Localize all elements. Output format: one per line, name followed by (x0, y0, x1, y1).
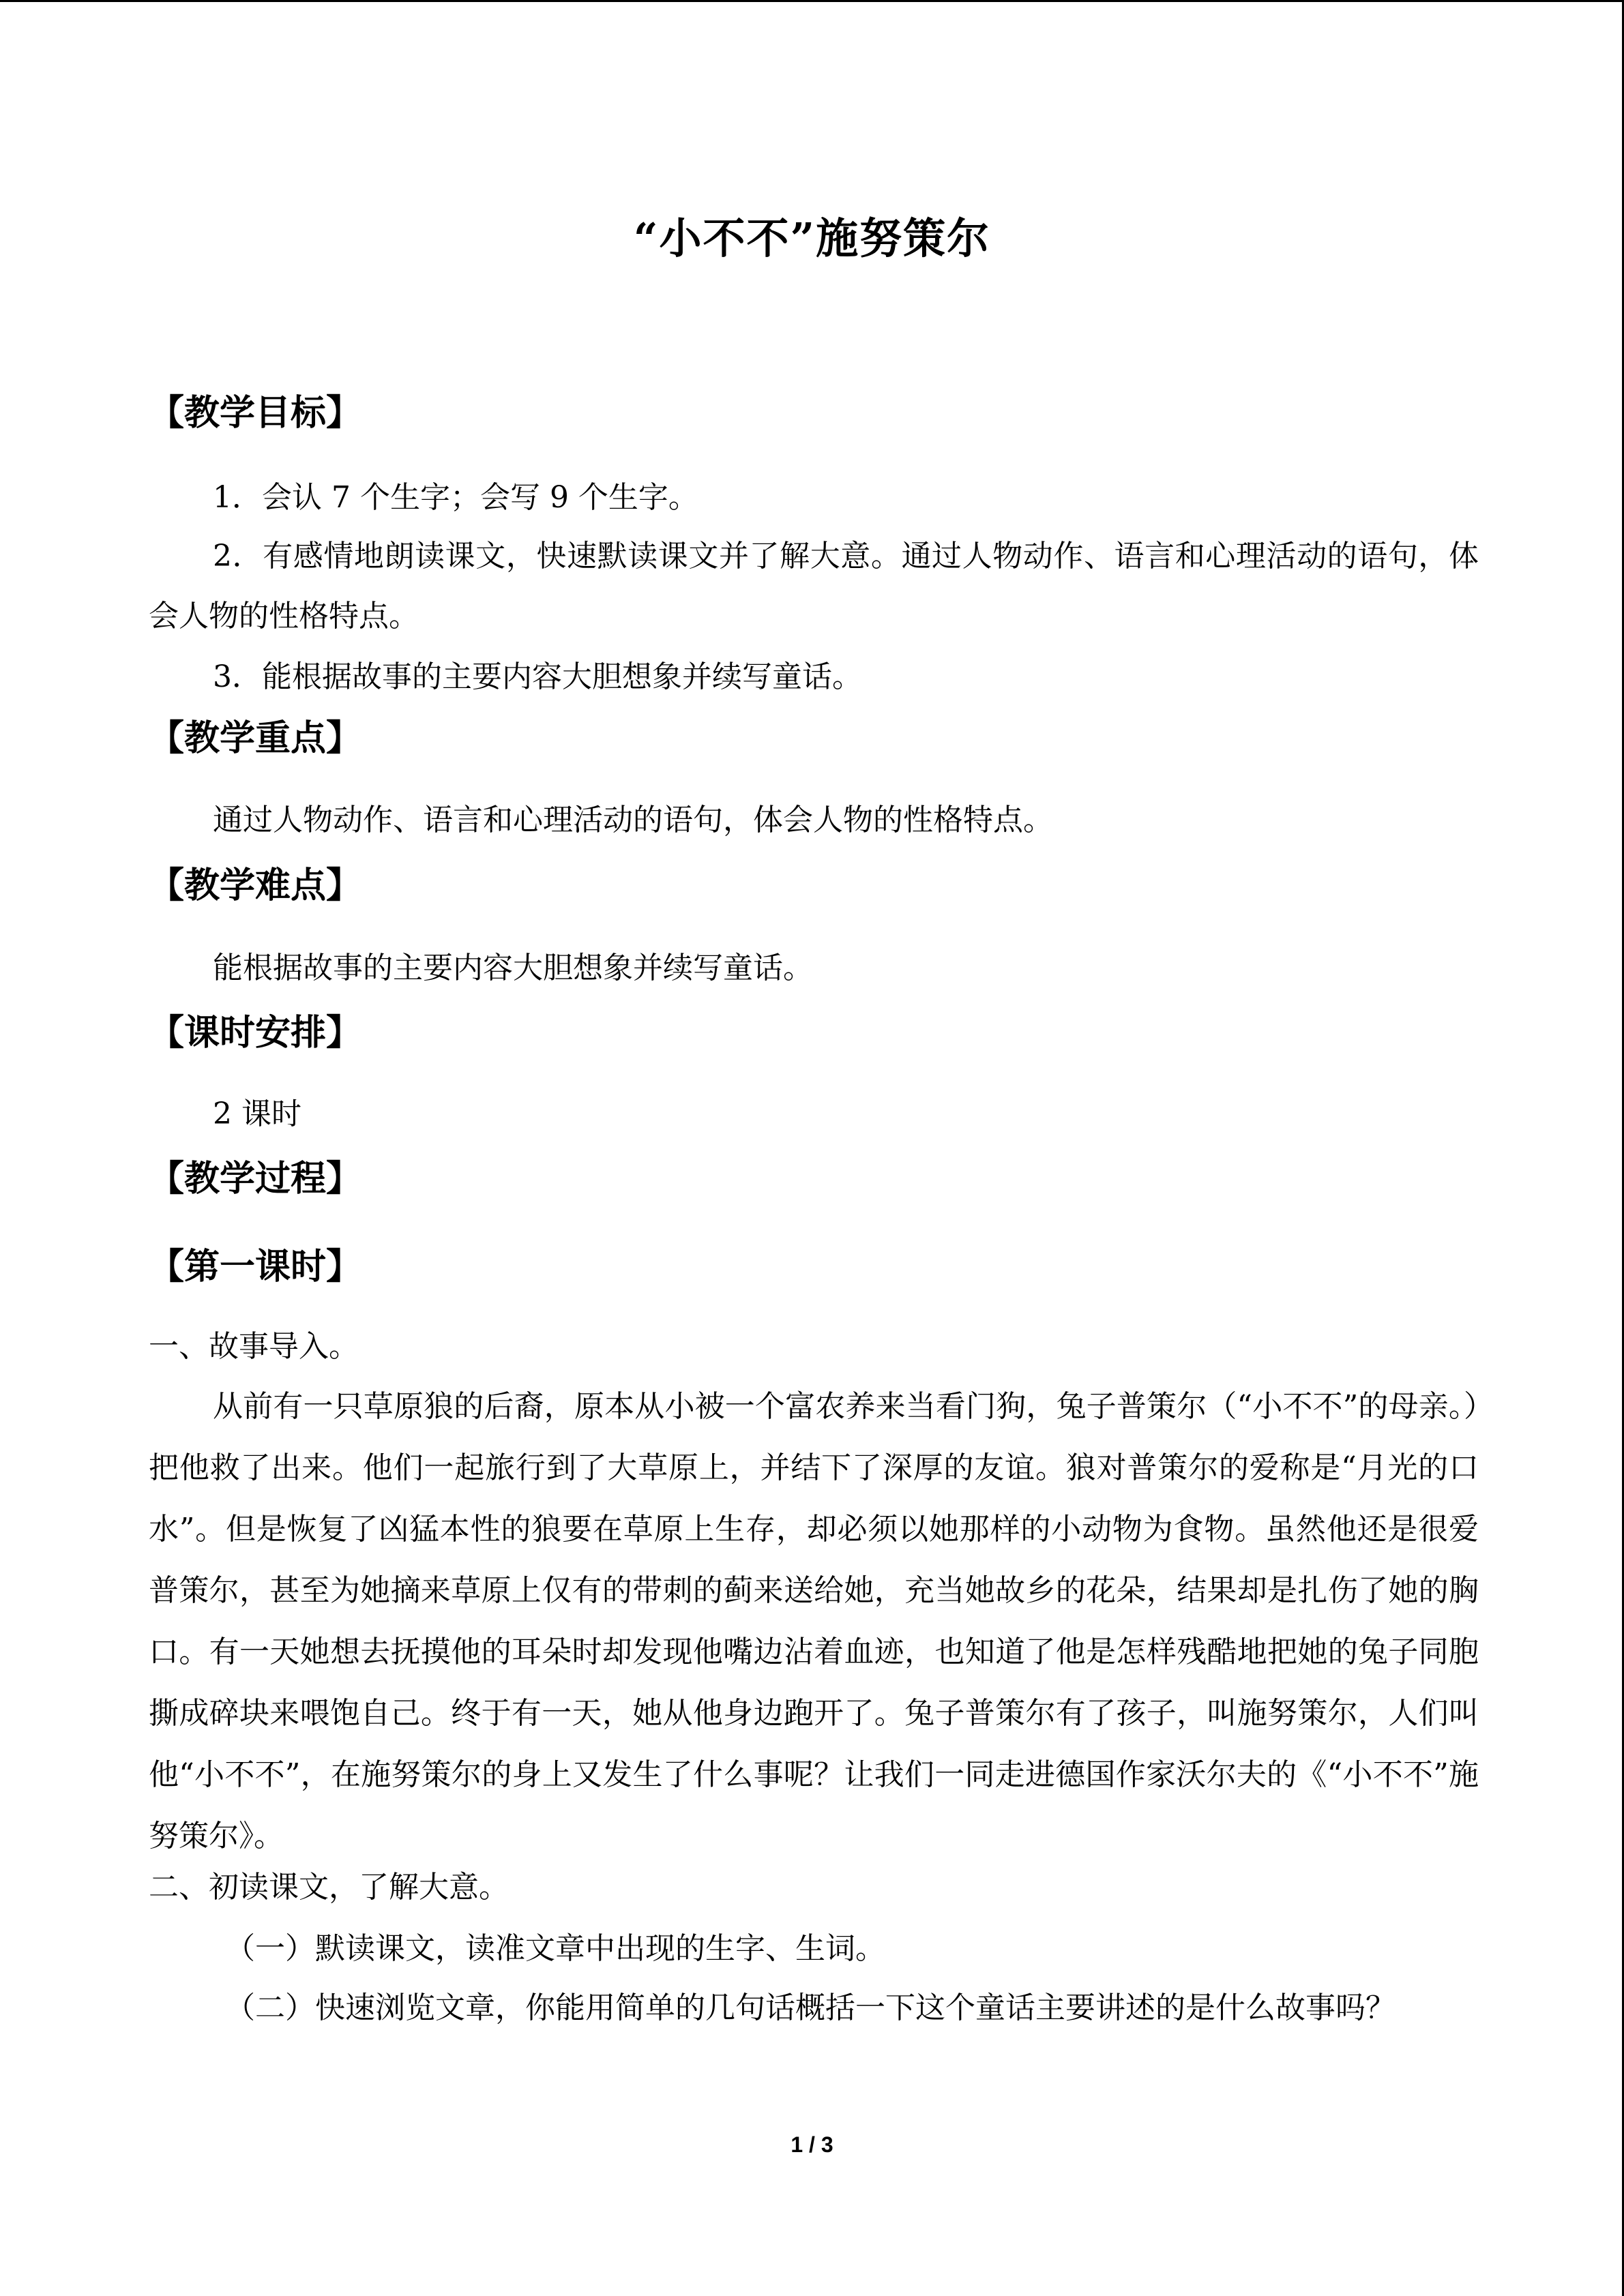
goal-3: 3．能根据故事的主要内容大胆想象并续写童话。 (213, 659, 862, 694)
page-number: 1 / 3 (791, 2132, 833, 2157)
page-border-top (0, 0, 1624, 2)
process-heading: 【教学过程】 (149, 1158, 362, 1199)
key-points-heading: 【教学重点】 (149, 717, 362, 759)
difficulty-text: 能根据故事的主要内容大胆想象并续写童话。 (213, 951, 813, 985)
step-2-item-1: （一）默读课文，读准文章中出现的生字、生词。 (225, 1931, 885, 1966)
step-1-heading: 一、故事导入。 (149, 1329, 359, 1364)
goal-2: 2．有感情地朗读课文，快速默读课文并了解大意。通过人物动作、语言和心理活动的语句，体会人物的性格特点。 (149, 539, 1479, 633)
schedule-heading: 【课时安排】 (149, 1012, 362, 1054)
goal-1: 1．会认 7 个生字；会写 9 个生字。 (213, 480, 698, 515)
page-title: “小不不”施努策尔 (633, 213, 991, 263)
goals-heading: 【教学目标】 (149, 392, 362, 434)
key-points-text: 通过人物动作、语言和心理活动的语句，体会人物的性格特点。 (213, 803, 1053, 837)
step-2-heading: 二、初读课文，了解大意。 (149, 1870, 509, 1905)
step-2-item-2: （二）快速浏览文章，你能用简单的几句话概括一下这个童话主要讲述的是什么故事吗？ (225, 1991, 1396, 2025)
step-1-paragraph: 从前有一只草原狼的后裔，原本从小被一个富农养来当看门狗，兔子普策尔（“小不不”的母亲。）把他救了出来。他们一起旅行到了大草原上，并结下了深厚的友谊。狼对普策尔的爱称是“月光的口水”。但是恢复了凶猛本性的狼要在草原上生存，却必须以她那样的小动物为食物。虽然他还是很爱普策尔，甚至为她摘来草原上仅有的带刺的蓟来送给她，充当她故乡的花朵，结果却是扎伤了她的胸口。有一天她想去抚摸他的耳朵时却发现他嘴边沾着血迹，也知道了他是怎样残酷地把她的兔子同胞撕成碎块来喂饱自己。终于有一天，她从他身边跑开了。兔子普策尔有了孩子，叫施努策尔，人们叫他“小不不”，在施努策尔的身上又发生了什么事呢？让我们一同走进德国作家沃尔夫的《“小不不”施努策尔》。 (149, 1389, 1479, 1853)
lesson-1-heading: 【第一课时】 (149, 1246, 362, 1287)
difficulty-heading: 【教学难点】 (149, 865, 362, 906)
schedule-text: 2 课时 (213, 1097, 301, 1131)
